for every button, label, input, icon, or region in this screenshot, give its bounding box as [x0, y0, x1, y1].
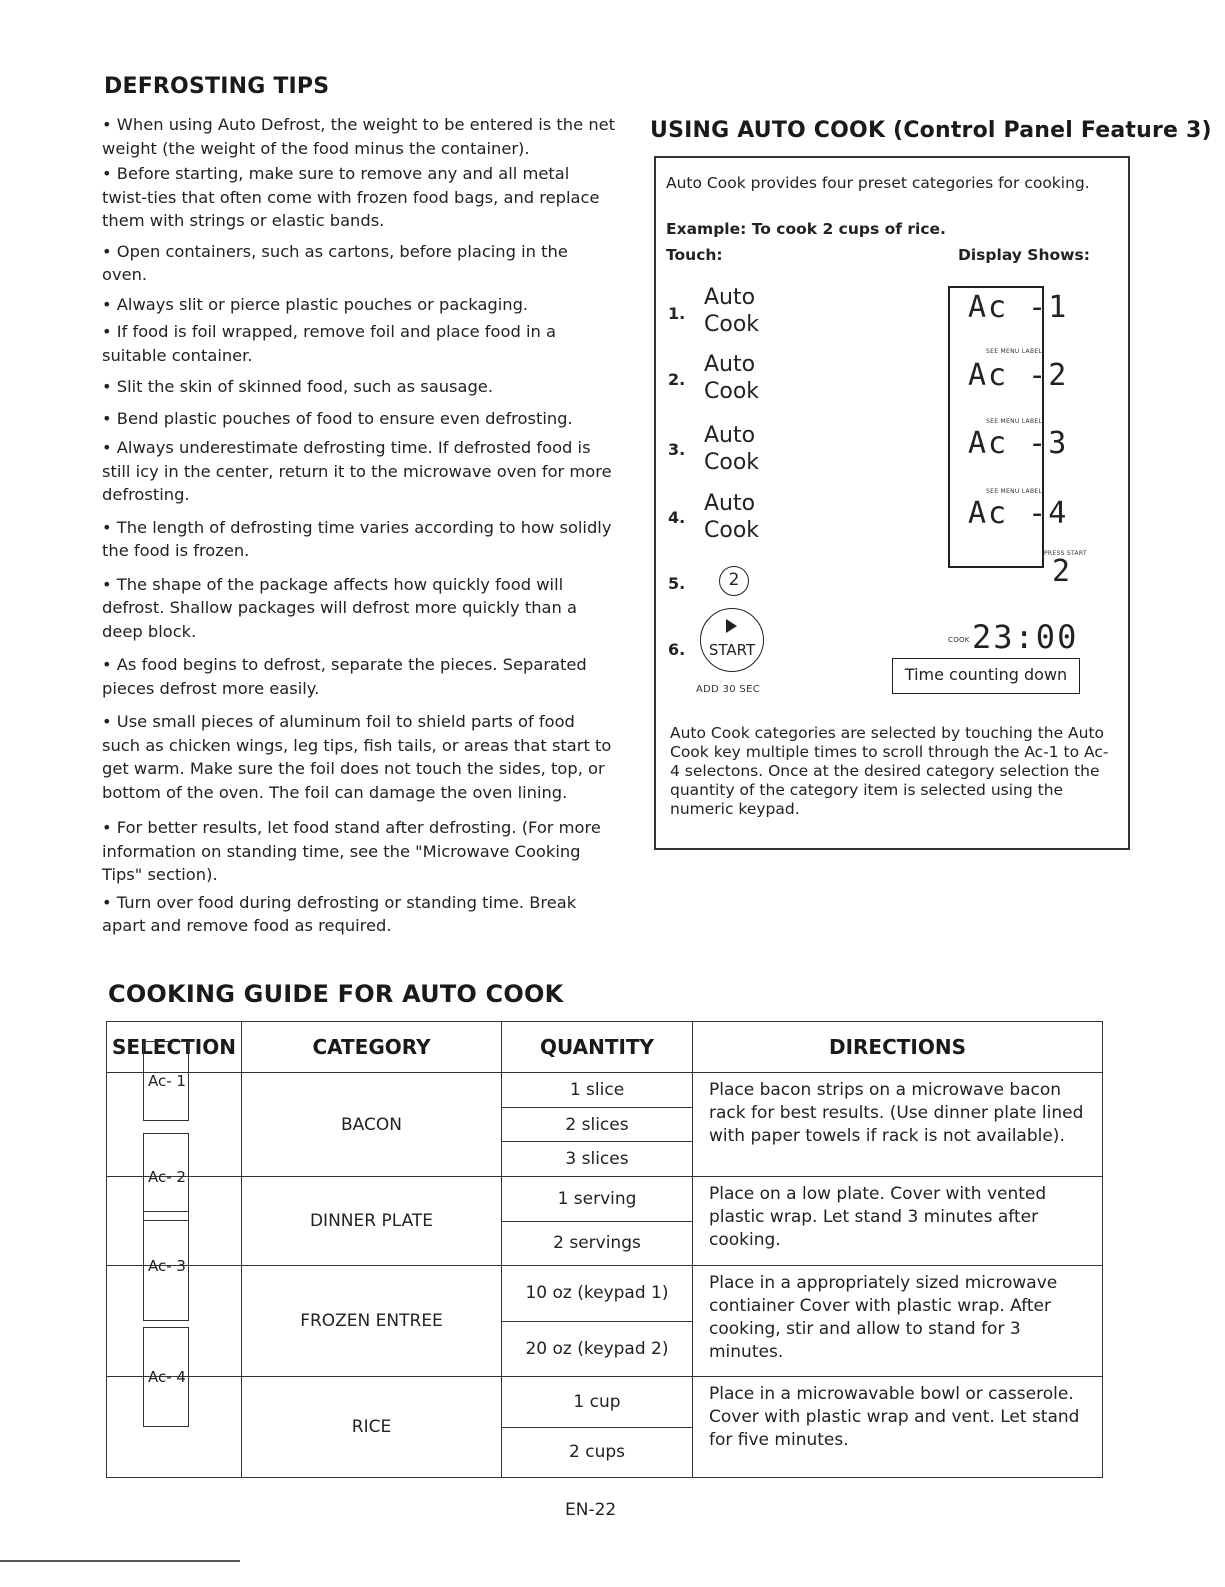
- tip-item: • Before starting, make sure to remove any and all metal twist-ties that often come with frozen food bags, and replace them with strings or elastic bands.: [102, 164, 600, 230]
- category-cell: BACON: [242, 1073, 502, 1177]
- column-header: CATEGORY: [242, 1022, 502, 1073]
- quantity-item: 1 slice: [569, 1079, 625, 1100]
- time-counting-note: Time counting down: [892, 658, 1080, 694]
- auto-cook-key: [704, 490, 759, 544]
- directions-cell: Place in a appropriately sized microwave contiainer Cover with plastic wrap. After cooking, stir and allow to stand for 3 minutes.: [693, 1266, 1103, 1377]
- auto-cook-key-line: Cook: [704, 312, 760, 337]
- footer-rule: [0, 1560, 240, 1562]
- tip-item: • Open containers, such as cartons, before placing in the oven.: [102, 241, 568, 284]
- step-number: 1.: [668, 304, 686, 323]
- auto-cook-key: [704, 351, 759, 405]
- tip-item: • Always underestimate defrosting time. If defrosted food is still icy in the center, return it to the microwave oven for more defrosting.: [102, 438, 612, 504]
- selection-code: Ac- 3: [143, 1211, 189, 1321]
- see-menu-label: SEE MENU LABEL: [986, 418, 1043, 425]
- step-number: 3.: [668, 440, 686, 459]
- press-start-label: PRESS START: [1044, 550, 1087, 557]
- cooking-guide-table: [106, 1021, 1103, 1478]
- start-key: [700, 608, 764, 672]
- tip-item: • Always slit or pierce plastic pouches or packaging.: [102, 294, 529, 314]
- quantity-cell: [502, 1377, 693, 1478]
- display-readout: Ac -1: [968, 290, 1069, 325]
- auto-cook-key-line: Auto: [704, 491, 756, 516]
- auto-cook-key-line: Cook: [704, 379, 760, 404]
- step-number: 4.: [668, 508, 686, 527]
- table-row: [107, 1266, 1103, 1377]
- play-icon: [726, 619, 737, 633]
- touch-label: Touch:: [666, 246, 723, 264]
- step-number: 6.: [668, 640, 686, 659]
- quantity-item: 2 slices: [502, 1107, 692, 1142]
- display-shows-label: Display Shows:: [958, 246, 1090, 264]
- tip-item: • As food begins to defrost, separate the pieces. Separated pieces defrost more easily.: [102, 655, 587, 698]
- quantity-list: [502, 1177, 692, 1265]
- step-number: 2.: [668, 370, 686, 389]
- directions-cell: Place in a microwavable bowl or casserole. Cover with plastic wrap and vent. Let stand for five minutes.: [693, 1377, 1103, 1478]
- quantity-cell: [502, 1266, 693, 1377]
- quantity-item: 2 servings: [502, 1221, 692, 1266]
- display-readout: Ac -3: [968, 426, 1069, 461]
- add-30-sec-label: ADD 30 SEC: [696, 684, 760, 695]
- directions-cell: Place bacon strips on a microwave bacon rack for best results. (Use dinner plate lined with paper towels if rack is not available).: [693, 1073, 1103, 1177]
- see-menu-label: SEE MENU LABEL: [986, 488, 1043, 495]
- selection-code: Ac- 1: [143, 1041, 189, 1121]
- directions-cell: Place on a low plate. Cover with vented plastic wrap. Let stand 3 minutes after cooking.: [693, 1177, 1103, 1266]
- quantity-list: [502, 1073, 692, 1176]
- category-cell: DINNER PLATE: [242, 1177, 502, 1266]
- category-cell: RICE: [242, 1377, 502, 1478]
- quantity-cell: [502, 1177, 693, 1266]
- auto-cook-description: Auto Cook categories are selected by touching the Auto Cook key multiple times to scroll through the Ac-1 to Ac-4 selectons. Once at the desired category selection the quantity of the category item is selected using the numeric keypad.: [670, 724, 1109, 818]
- table-header-row: [107, 1022, 1103, 1073]
- quantity-item: 1 serving: [557, 1188, 637, 1209]
- auto-cook-key: [704, 284, 759, 338]
- display-readout: Ac -2: [968, 358, 1069, 393]
- selection-wrap: [107, 1368, 241, 1477]
- defrosting-tips-heading: DEFROSTING TIPS: [104, 74, 330, 99]
- selection-cell: [107, 1368, 242, 1478]
- quantity-item: 20 oz (keypad 2): [502, 1321, 692, 1377]
- selection-code: Ac- 4: [143, 1327, 189, 1427]
- auto-cook-key-line: Auto: [704, 285, 756, 310]
- quantity-item: 1 cup: [573, 1391, 621, 1412]
- column-header: DIRECTIONS: [693, 1022, 1103, 1073]
- defrosting-tips-list: [102, 113, 618, 938]
- tip-item: • Bend plastic pouches of food to ensure even defrosting.: [102, 408, 573, 428]
- quantity-cell: [502, 1073, 693, 1177]
- tip-item: • When using Auto Defrost, the weight to be entered is the net weight (the weight of the food minus the container).: [102, 115, 616, 158]
- auto-cook-key-line: Auto: [704, 352, 756, 377]
- quantity-list: [502, 1266, 692, 1376]
- tip-item: • If food is foil wrapped, remove foil and place food in a suitable container.: [102, 322, 556, 365]
- step-number: 5.: [668, 574, 686, 593]
- number-2-key: 2: [719, 566, 749, 596]
- tip-item: • The length of defrosting time varies according to how solidly the food is frozen.: [102, 517, 612, 560]
- auto-cook-key: [704, 422, 759, 476]
- auto-cook-key-line: Auto: [704, 423, 756, 448]
- table-row: [107, 1377, 1103, 1478]
- auto-cook-key-line: Cook: [704, 450, 760, 475]
- using-auto-cook-heading: USING AUTO COOK (Control Panel Feature 3): [650, 118, 1212, 143]
- auto-cook-panel: [654, 156, 1130, 850]
- category-cell: FROZEN ENTREE: [242, 1266, 502, 1377]
- column-header: QUANTITY: [502, 1022, 693, 1073]
- tip-item: • For better results, let food stand after defrosting. (For more information on standing time, see the "Microwave Cooking Tips" section).: [102, 818, 601, 884]
- display-readout: Ac -4: [968, 496, 1069, 531]
- cooking-guide-heading: COOKING GUIDE FOR AUTO COOK: [108, 980, 564, 1008]
- tip-item: • Turn over food during defrosting or standing time. Break apart and remove food as required.: [102, 892, 577, 935]
- auto-cook-key-line: Cook: [704, 518, 760, 543]
- start-key-label: START: [708, 641, 756, 659]
- display-readout: 23:00: [972, 618, 1079, 656]
- cook-indicator: COOK: [948, 636, 970, 644]
- tip-item: • Use small pieces of aluminum foil to shield parts of food such as chicken wings, leg tips, fish tails, or areas that start to get warm. Make sure the foil does not touch the sides, top, or bottom of the oven. The foil can damage the oven lining.: [102, 712, 612, 802]
- auto-cook-intro: Auto Cook provides four preset categories for cooking.: [666, 174, 1090, 192]
- example-label: Example: To cook 2 cups of rice.: [666, 220, 946, 238]
- see-menu-label: SEE MENU LABEL: [986, 348, 1043, 355]
- tip-item: • Slit the skin of skinned food, such as sausage.: [102, 377, 493, 396]
- tip-item: • The shape of the package affects how quickly food will defrost. Shallow packages will defrost more quickly than a deep block.: [102, 574, 577, 641]
- quantity-item: 2 cups: [502, 1427, 692, 1478]
- quantity-item: 10 oz (keypad 1): [525, 1283, 669, 1304]
- quantity-list: [502, 1377, 692, 1477]
- column-header: SELECTION: [107, 1022, 242, 1073]
- display-readout: 2: [1052, 554, 1073, 589]
- quantity-item: 3 slices: [502, 1141, 692, 1176]
- table-row: [107, 1073, 1103, 1177]
- page-number: EN-22: [565, 1500, 617, 1520]
- table-row: [107, 1177, 1103, 1266]
- selection-code: Ac- 2: [143, 1133, 189, 1221]
